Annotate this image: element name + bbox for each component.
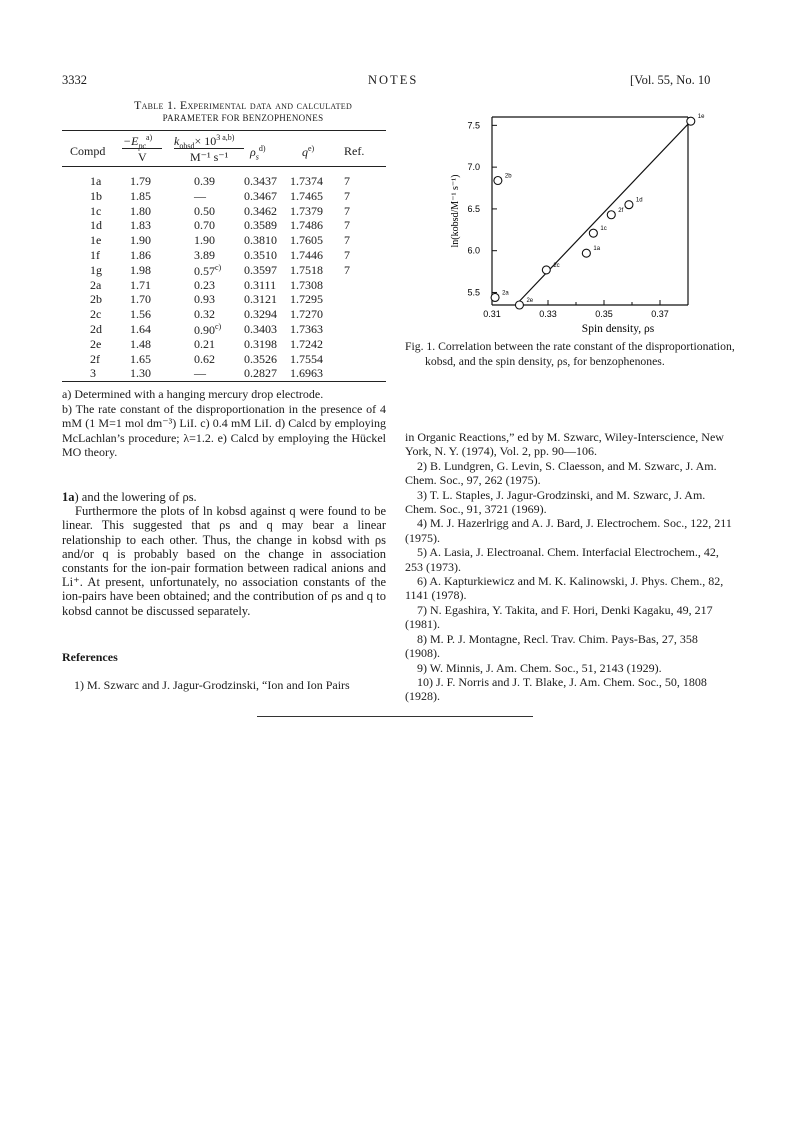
table-row [62,366,386,381]
table-cell: 1.79 [130,174,151,188]
col-header-rho: $\rho_s^{d)}$ [250,144,266,162]
table-cell: 0.57$^{c)}$ [194,262,222,278]
table-caption-line2: PARAMETER FOR BENZOPHENONES [162,113,324,123]
table-cell: 2f [90,351,100,366]
reference-item: 10) J. F. Norris and J. T. Blake, J. Am. Chem. Soc., 50, 1808 (1928). [405,674,707,704]
table-cell: 3 [90,366,96,381]
table-cell: 1.7518 [290,262,323,277]
table-cell: 0.93 [194,292,215,307]
table-cell: 1d [90,218,102,233]
data-point-label: 2c [553,262,560,269]
x-tick-label: 0.31 [483,309,501,319]
table-row [62,204,386,219]
x-axis-label: Spin density, ρs [581,323,655,335]
table-cell: 0.62 [194,351,215,366]
table-row [62,263,386,278]
table-cell: 1.85 [130,188,151,203]
table-cell: 0.90$^{c)}$ [194,322,222,337]
end-rule [257,716,533,717]
table-cell: 1.98 [130,262,151,277]
data-point-label: 2e [526,298,534,304]
table-cell: 0.3510 [244,248,277,262]
table-cell: 7 [344,188,350,203]
table-cell: 0.23 [194,277,215,292]
data-point [515,301,523,309]
journal-volume: [Vol. 55, No. 10 [630,73,711,87]
table-row [62,189,386,204]
figure-caption: Fig. 1. Correlation between the rate constant of the disproportionation, kobsd, and the spin density, ρs, for benzophenones. [405,340,735,368]
y-tick-label: 5.5 [467,287,480,298]
col-header-epc-unit: V [138,150,147,164]
body-text [62,490,386,618]
reference-item: 6) A. Kapturkiewicz and M. K. Kalinowski, J. Phys. Chem., 82, 1141 (1978). [405,574,724,603]
data-point [542,266,550,274]
table-header-rule [62,166,386,167]
table-cell: 1.64 [130,322,151,336]
table-cell: 7 [344,233,350,248]
table-cell: 1.7486 [290,218,323,233]
table-footnotes [62,387,386,460]
col-header-kobsd: $k_{obsd}\times 10^{3 a,b)}$ [174,133,235,151]
table-cell: 0.3198 [244,336,277,351]
footnote-marker: c) [215,322,222,331]
table-cell: 1.7242 [290,336,323,351]
table-row [62,307,386,322]
col-header-q: $q^{e)}$ [302,144,315,159]
reference-1: 1) M. Szwarc and J. Jagur-Grodzinski, “Ion and Ion Pairs [74,678,350,692]
table-cell: 1.83 [130,218,151,233]
table-cell: 1.90 [194,233,215,248]
table-cell: 1g [90,262,102,277]
data-point-label: 2f [618,207,624,214]
data-point-label: 1e [697,114,705,121]
table-cell: 0.39 [194,174,215,188]
table-cell: 1e [90,233,102,248]
table-cell: 0.3462 [244,203,277,218]
x-tick-label: 0.33 [539,309,557,319]
data-point [589,229,597,237]
reference-item: 9) W. Minnis, J. Am. Chem. Soc., 51, 2143 (1929). [417,660,662,675]
data-point-label: 1a [593,246,601,253]
table-cell: 0.3597 [244,262,277,277]
table-cell: 7 [344,262,350,277]
data-point [491,293,499,301]
table-cell: 0.21 [194,336,215,351]
paragraph-2: Furthermore the plots of ln kobsd against q were found to be linear. This suggested that ρs and q may bear a linear relationship to each other. Thus, the change in kobsd with ρs and/or q is probably based on the change in association constants for the ion-pair formation between radical anions and Li⁺. At present, unfortunately, no association constants of the ion-pairs have been obtained; and the contribution of ρs and q to kobsd cannot be discussed separately. [62,504,386,618]
table-cell: 1.7363 [290,322,323,336]
table-cell: 1f [90,248,100,262]
reference-item: 8) M. P. J. Montagne, Recl. Trav. Chim. Pays-Bas, 27, 358 (1908). [405,631,698,661]
table-cell: 0.3403 [244,322,277,336]
table-cell: 0.3294 [244,307,277,322]
y-tick-label: 7.5 [467,120,480,131]
table-row [62,337,386,352]
table-row [62,248,386,263]
data-point-label: 2b [504,173,512,180]
table-top-rule [62,130,386,131]
data-point [687,117,695,125]
table-caption [98,99,388,125]
col-header-epc: $-E_{pc}^{a)}$ [123,133,153,151]
footnote-marker: c) [215,262,222,272]
table-cell: 1.7446 [290,248,323,262]
table-cell: 0.3437 [244,174,277,188]
page-number: 3332 [62,73,87,87]
table-cell: — [194,188,206,203]
table-cell: 0.3121 [244,292,277,307]
table-cell: 1b [90,188,102,203]
paragraph-1: 1a) and the lowering of ρs. [62,490,197,504]
table-row [62,322,386,337]
reference-item: 5) A. Lasia, J. Electroanal. Chem. Interfacial Electrochem., 42, 253 (1973). [405,545,719,574]
y-tick-label: 6.5 [467,203,480,214]
reference-item: in Organic Reactions,” ed by M. Szwarc, Wiley-Interscience, New York, N. Y. (1974), Vol. 2, pp. 90—106. [405,430,724,459]
kobsd-fraction-bar [174,148,244,149]
table-cell: 1.7374 [290,174,323,188]
data-point-label: 2a [502,290,509,297]
table-row [62,218,386,233]
table-cell: 0.70 [194,218,215,233]
table-cell: 1.6963 [290,366,323,381]
reference-list [405,430,733,704]
table-cell: 0.3810 [244,233,277,248]
table-cell: 2d [90,322,102,336]
table-cell: 7 [344,218,350,233]
table-cell: 3.89 [194,248,215,262]
table-row [62,352,386,367]
table-cell: 0.3467 [244,188,277,203]
table-cell: 1.7605 [290,233,323,248]
data-point-label: 1c [600,226,607,233]
table-cell: 0.2827 [244,366,277,381]
table-cell: 0.50 [194,203,215,218]
table-cell: 1.56 [130,307,151,322]
table-row [62,233,386,248]
table-cell: 7 [344,203,350,218]
table-cell: 7 [344,174,350,188]
table-cell: 1.7465 [290,188,323,203]
data-point [607,211,615,219]
table-cell: 1.48 [130,336,151,351]
table-cell: 1.30 [130,366,151,381]
table-cell: 0.3526 [244,351,277,366]
data-point-label: 1d [635,197,643,204]
reference-item: 2) B. Lundgren, G. Levin, S. Claesson, and M. Szwarc, J. Am. Chem. Soc., 97, 262 (1975). [405,458,717,488]
table-cell: 2c [90,307,102,322]
reference-item: 3) T. L. Staples, J. Jagur-Grodzinski, and M. Szwarc, J. Am. Chem. Soc., 91, 3721 (1969). [405,487,706,517]
table-cell: 2e [90,336,102,351]
table-cell: 0.3589 [244,218,277,233]
table-cell: 1.70 [130,292,151,307]
table-row [62,292,386,307]
table-cell: 1.7554 [290,351,323,366]
data-point [582,249,590,257]
table-cell: 2a [90,277,102,292]
table-row [62,174,386,189]
figure-1-chart [440,100,705,335]
table-cell: 1.90 [130,233,151,248]
x-tick-label: 0.37 [651,309,669,319]
y-tick-label: 7.0 [467,162,480,173]
data-point [494,177,502,185]
table-cell: 1a [90,174,102,188]
table-cell: 0.3111 [244,277,277,292]
data-point [625,201,633,209]
col-header-ref: Ref. [344,144,365,158]
table-cell: 1.7270 [290,307,323,322]
table-cell: 0.32 [194,307,215,322]
footnote-b-e: b) The rate constant of the disproportionation in the presence of 4 mM (1 M=1 mol dm⁻³) LiI. c) 0.4 mM LiI. d) Calcd by employing McLachlan’s procedure; λ=1.2. e) Calcd by employing the Hückel MO theory. [62,401,386,459]
table-cell: 1.86 [130,248,151,262]
y-axis-label: ln(kobsd/M⁻¹ s⁻¹) [450,174,461,248]
col-header-kobsd-unit: M⁻¹ s⁻¹ [190,150,229,164]
table-cell: 1.80 [130,203,151,218]
table-cell: 1.7379 [290,203,323,218]
table-cell: 1.7295 [290,292,323,307]
table-cell: 1.65 [130,351,151,366]
fit-line [516,121,691,305]
table-caption-line1: Table 1. Experimental data and calculated [133,98,353,112]
table-cell: 1.71 [130,277,151,292]
reference-item: 4) M. J. Hazerlrigg and A. J. Bard, J. Electrochem. Soc., 122, 211 (1975). [405,516,732,545]
running-head: NOTES [368,73,419,87]
references-heading: References [62,650,118,664]
table-cell: — [194,366,206,381]
table-row [62,278,386,293]
reference-item: 7) N. Egashira, Y. Takita, and F. Hori, Denki Kagaku, 49, 217 (1981). [405,602,713,632]
y-tick-label: 6.0 [467,245,480,256]
table-cell: 1c [90,203,102,218]
table-cell: 1.7308 [290,277,323,292]
table-cell: 2b [90,292,102,307]
col-header-compd: Compd [70,144,106,158]
table-cell: 7 [344,248,350,262]
x-tick-label: 0.35 [595,309,613,319]
epc-fraction-bar [122,148,162,149]
footnote-a: a) Determined with a hanging mercury drop electrode. [62,387,324,401]
